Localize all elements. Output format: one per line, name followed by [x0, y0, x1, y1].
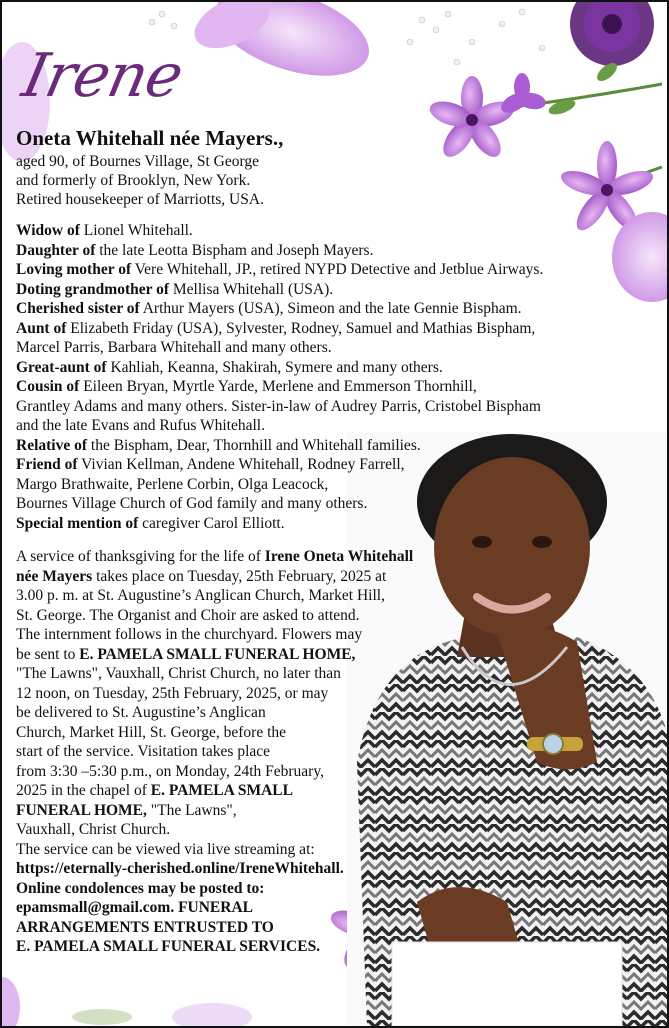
service-line [16, 606, 413, 626]
relation-label: Great-aunt of [16, 358, 107, 376]
service-text-bold: https://eternally-cherished.online/IreneWhitehall. [16, 860, 344, 877]
service-line [16, 801, 413, 821]
service-text-pre: Vauxhall, Christ Church. [16, 821, 171, 838]
service-line [16, 586, 413, 606]
service-text-pre: The service can be viewed via live streaming at: [16, 840, 315, 858]
service-text-pre: "The Lawns", Vauxhall, Christ Church, no later than [16, 665, 341, 682]
relation-text: the Bispham, Dear, Thornhill and Whitehall families. [87, 436, 421, 454]
service-line [16, 567, 413, 587]
deceased-first-name: Irene [16, 41, 189, 111]
service-text-bold: Irene Oneta Whitehall [264, 548, 414, 565]
relation-line [16, 299, 656, 319]
service-text-pre: St. George. The Organist and Choir are asked to attend. [16, 606, 360, 624]
relation-line [16, 280, 656, 300]
relation-label: Loving mother of [16, 261, 132, 278]
service-line [16, 898, 413, 918]
intro-line: Retired housekeeper of Marriotts, USA. [16, 191, 264, 208]
relation-text: Vivian Kellman, Andene Whitehall, Rodney Farrell, [77, 456, 405, 473]
service-text-bold: ARRANGEMENTS ENTRUSTED TO [16, 918, 274, 936]
relation-line [16, 436, 656, 456]
relation-line [16, 416, 656, 436]
relation-text: Vere Whitehall, JP., retired NYPD Detective and Jetblue Airways. [131, 261, 544, 278]
relation-line [16, 338, 656, 358]
service-text-pre: start of the service. Visitation takes place [16, 743, 271, 760]
relation-label: Widow of [16, 222, 80, 239]
relation-text: Kahliah, Keanna, Shakirah, Symere and many others. [106, 358, 443, 376]
relation-label: Special mention of [16, 514, 139, 532]
service-text-bold: E. PAMELA SMALL [150, 782, 293, 799]
service-details [16, 547, 413, 957]
service-text-pre: Church, Market Hill, St. George, before the [16, 723, 287, 741]
relation-label: Friend of [16, 456, 78, 473]
service-text-bold: FUNERAL HOME, [16, 801, 147, 819]
service-text-bold: E. PAMELA SMALL FUNERAL SERVICES. [16, 938, 321, 955]
service-text-pre: The internment follows in the churchyard. Flowers may [16, 626, 363, 643]
service-text-pre: 12 noon, on Tuesday, 25th February, 2025, or may [16, 684, 329, 702]
relations-list [16, 221, 656, 533]
relation-label: Doting grandmother of [16, 280, 169, 298]
relation-text: Bournes Village Church of God family and many others. [16, 495, 368, 512]
service-line [16, 723, 413, 743]
relation-label: Cherished sister of [16, 300, 140, 317]
service-text-pre: be delivered to St. Augustine’s Anglican [16, 704, 266, 721]
intro-block [16, 152, 264, 209]
service-text-bold: E. PAMELA SMALL FUNERAL HOME, [79, 645, 356, 663]
service-line [16, 840, 413, 860]
intro-line: aged 90, of Bournes Village, St George [16, 153, 260, 170]
relation-label: Aunt of [16, 319, 67, 337]
relation-text: Elizabeth Friday (USA), Sylvester, Rodney, Samuel and Mathias Bispham, [66, 319, 536, 337]
service-text-pre: A service of thanksgiving for the life of [16, 548, 265, 565]
relation-text: Marcel Parris, Barbara Whitehall and many others. [16, 339, 332, 356]
service-line [16, 645, 413, 665]
service-text-pre: 3.00 p. m. at St. Augustine’s Anglican Church, Market Hill, [16, 587, 385, 604]
service-line [16, 781, 413, 801]
relation-label: Cousin of [16, 378, 80, 395]
service-text-pre: 2025 in the chapel of [16, 782, 151, 799]
relation-label: Relative of [16, 436, 88, 454]
relation-line [16, 221, 656, 241]
relation-text: Arthur Mayers (USA), Simeon and the late Gennie Bispham. [139, 300, 522, 317]
relation-text: Eileen Bryan, Myrtle Yarde, Merlene and Emmerson Thornhill, [79, 378, 477, 395]
relation-text: Margo Brathwaite, Perlene Corbin, Olga Leacock, [16, 475, 329, 493]
relation-line [16, 455, 656, 475]
service-line [16, 820, 413, 840]
relation-text: caregiver Carol Elliott. [138, 514, 285, 532]
service-text-bold: epamsmall@gmail.com. FUNERAL [16, 899, 253, 916]
service-line [16, 742, 413, 762]
service-text-pre: be sent to [16, 645, 80, 663]
relation-line [16, 494, 656, 514]
service-line [16, 762, 413, 782]
deceased-full-name: Oneta Whitehall née Mayers., [16, 126, 284, 150]
service-text-post: takes place on Tuesday, 25th February, 2025 at [92, 567, 387, 585]
service-line [16, 879, 413, 899]
service-line [16, 859, 413, 879]
intro-line: and formerly of Brooklyn, New York. [16, 172, 251, 189]
service-text-pre: from 3:30 –5:30 p.m., on Monday, 24th February, [16, 762, 324, 780]
service-line [16, 684, 413, 704]
service-line [16, 547, 413, 567]
service-line [16, 937, 413, 957]
relation-text: and the late Evans and Rufus Whitehall. [16, 417, 265, 434]
service-line [16, 625, 413, 645]
relation-line [16, 260, 656, 280]
relation-text: Lionel Whitehall. [79, 222, 193, 239]
relation-line [16, 377, 656, 397]
relation-line [16, 475, 656, 495]
service-text-bold: née Mayers [16, 567, 93, 585]
relation-line [16, 397, 656, 417]
service-text-post: "The Lawns", [146, 801, 237, 819]
relation-text: the late Leotta Bispham and Joseph Mayers. [95, 241, 374, 259]
service-line [16, 918, 413, 938]
relation-text: Mellisa Whitehall (USA). [169, 280, 334, 298]
service-line [16, 664, 413, 684]
relation-line [16, 358, 656, 378]
relation-line [16, 514, 656, 534]
relation-text: Grantley Adams and many others. Sister-in-law of Audrey Parris, Cristobel Bispham [16, 397, 541, 415]
relation-line [16, 319, 656, 339]
relation-label: Daughter of [16, 241, 96, 259]
relation-line [16, 241, 656, 261]
service-text-bold: Online condolences may be posted to: [16, 879, 265, 897]
service-line [16, 703, 413, 723]
